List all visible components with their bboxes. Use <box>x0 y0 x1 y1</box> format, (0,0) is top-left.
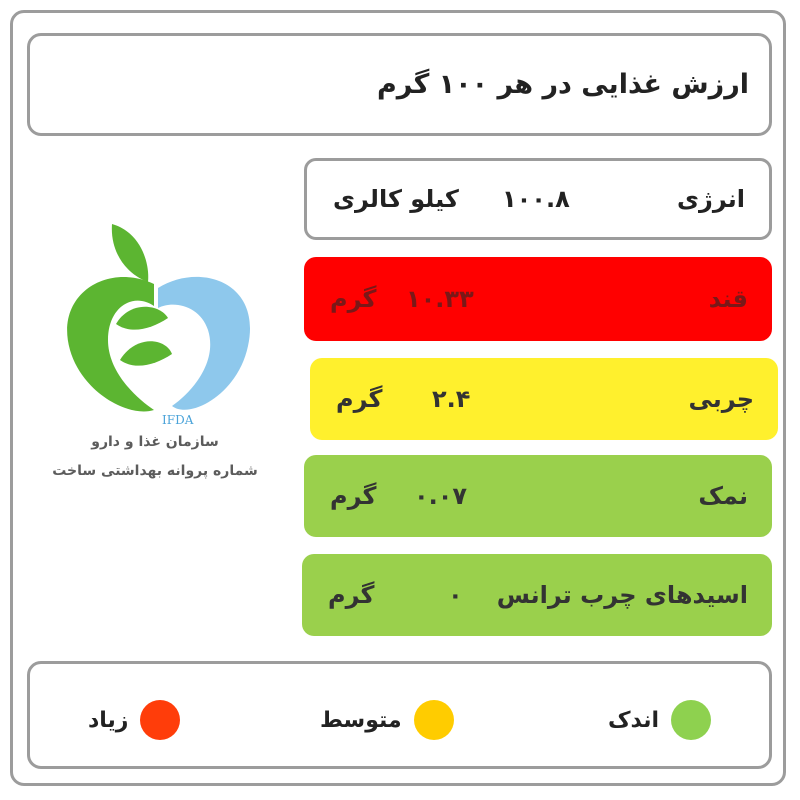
legend-medium <box>320 700 454 740</box>
legend-medium-label: متوسط <box>320 707 402 733</box>
energy-value: ۱۰۰.۸ <box>502 185 570 213</box>
fat-value: ۲.۴ <box>432 385 471 413</box>
sugar-row <box>304 257 772 341</box>
medium-dot-icon <box>414 700 454 740</box>
salt-row <box>304 455 772 537</box>
license-caption: شماره پروانه بهداشتی ساخت <box>52 463 258 479</box>
salt-label: نمک <box>698 482 748 510</box>
legend-high <box>88 700 180 740</box>
salt-value: ۰.۰۷ <box>414 482 468 510</box>
sugar-unit: گرم <box>330 285 377 313</box>
fat-row <box>310 358 778 440</box>
fat-label: چربی <box>688 385 754 413</box>
legend-low-label: اندک <box>607 707 659 733</box>
trans-fat-unit: گرم <box>328 581 375 609</box>
sugar-value: ۱۰.۳۳ <box>406 285 474 313</box>
ifda-mark: IFDA <box>162 413 194 427</box>
trans-fat-label: اسیدهای چرب ترانس <box>496 581 748 609</box>
energy-label: انرژی <box>677 185 745 213</box>
low-dot-icon <box>671 700 711 740</box>
fat-unit: گرم <box>336 385 383 413</box>
page-title: ارزش غذایی در هر ۱۰۰ گرم <box>376 69 749 100</box>
energy-unit: کیلو کالری <box>333 185 459 213</box>
energy-row <box>304 158 772 240</box>
title-box <box>27 33 772 136</box>
trans-fat-row <box>302 554 772 636</box>
org-name: سازمان غذا و دارو <box>91 434 219 450</box>
legend-box <box>27 661 772 769</box>
legend-high-label: زیاد <box>88 707 129 733</box>
legend-low <box>608 700 711 740</box>
sugar-label: قند <box>708 285 748 313</box>
trans-fat-value: ۰ <box>448 581 463 609</box>
high-dot-icon <box>140 700 180 740</box>
ifda-apple-logo <box>50 222 260 432</box>
salt-unit: گرم <box>330 482 377 510</box>
